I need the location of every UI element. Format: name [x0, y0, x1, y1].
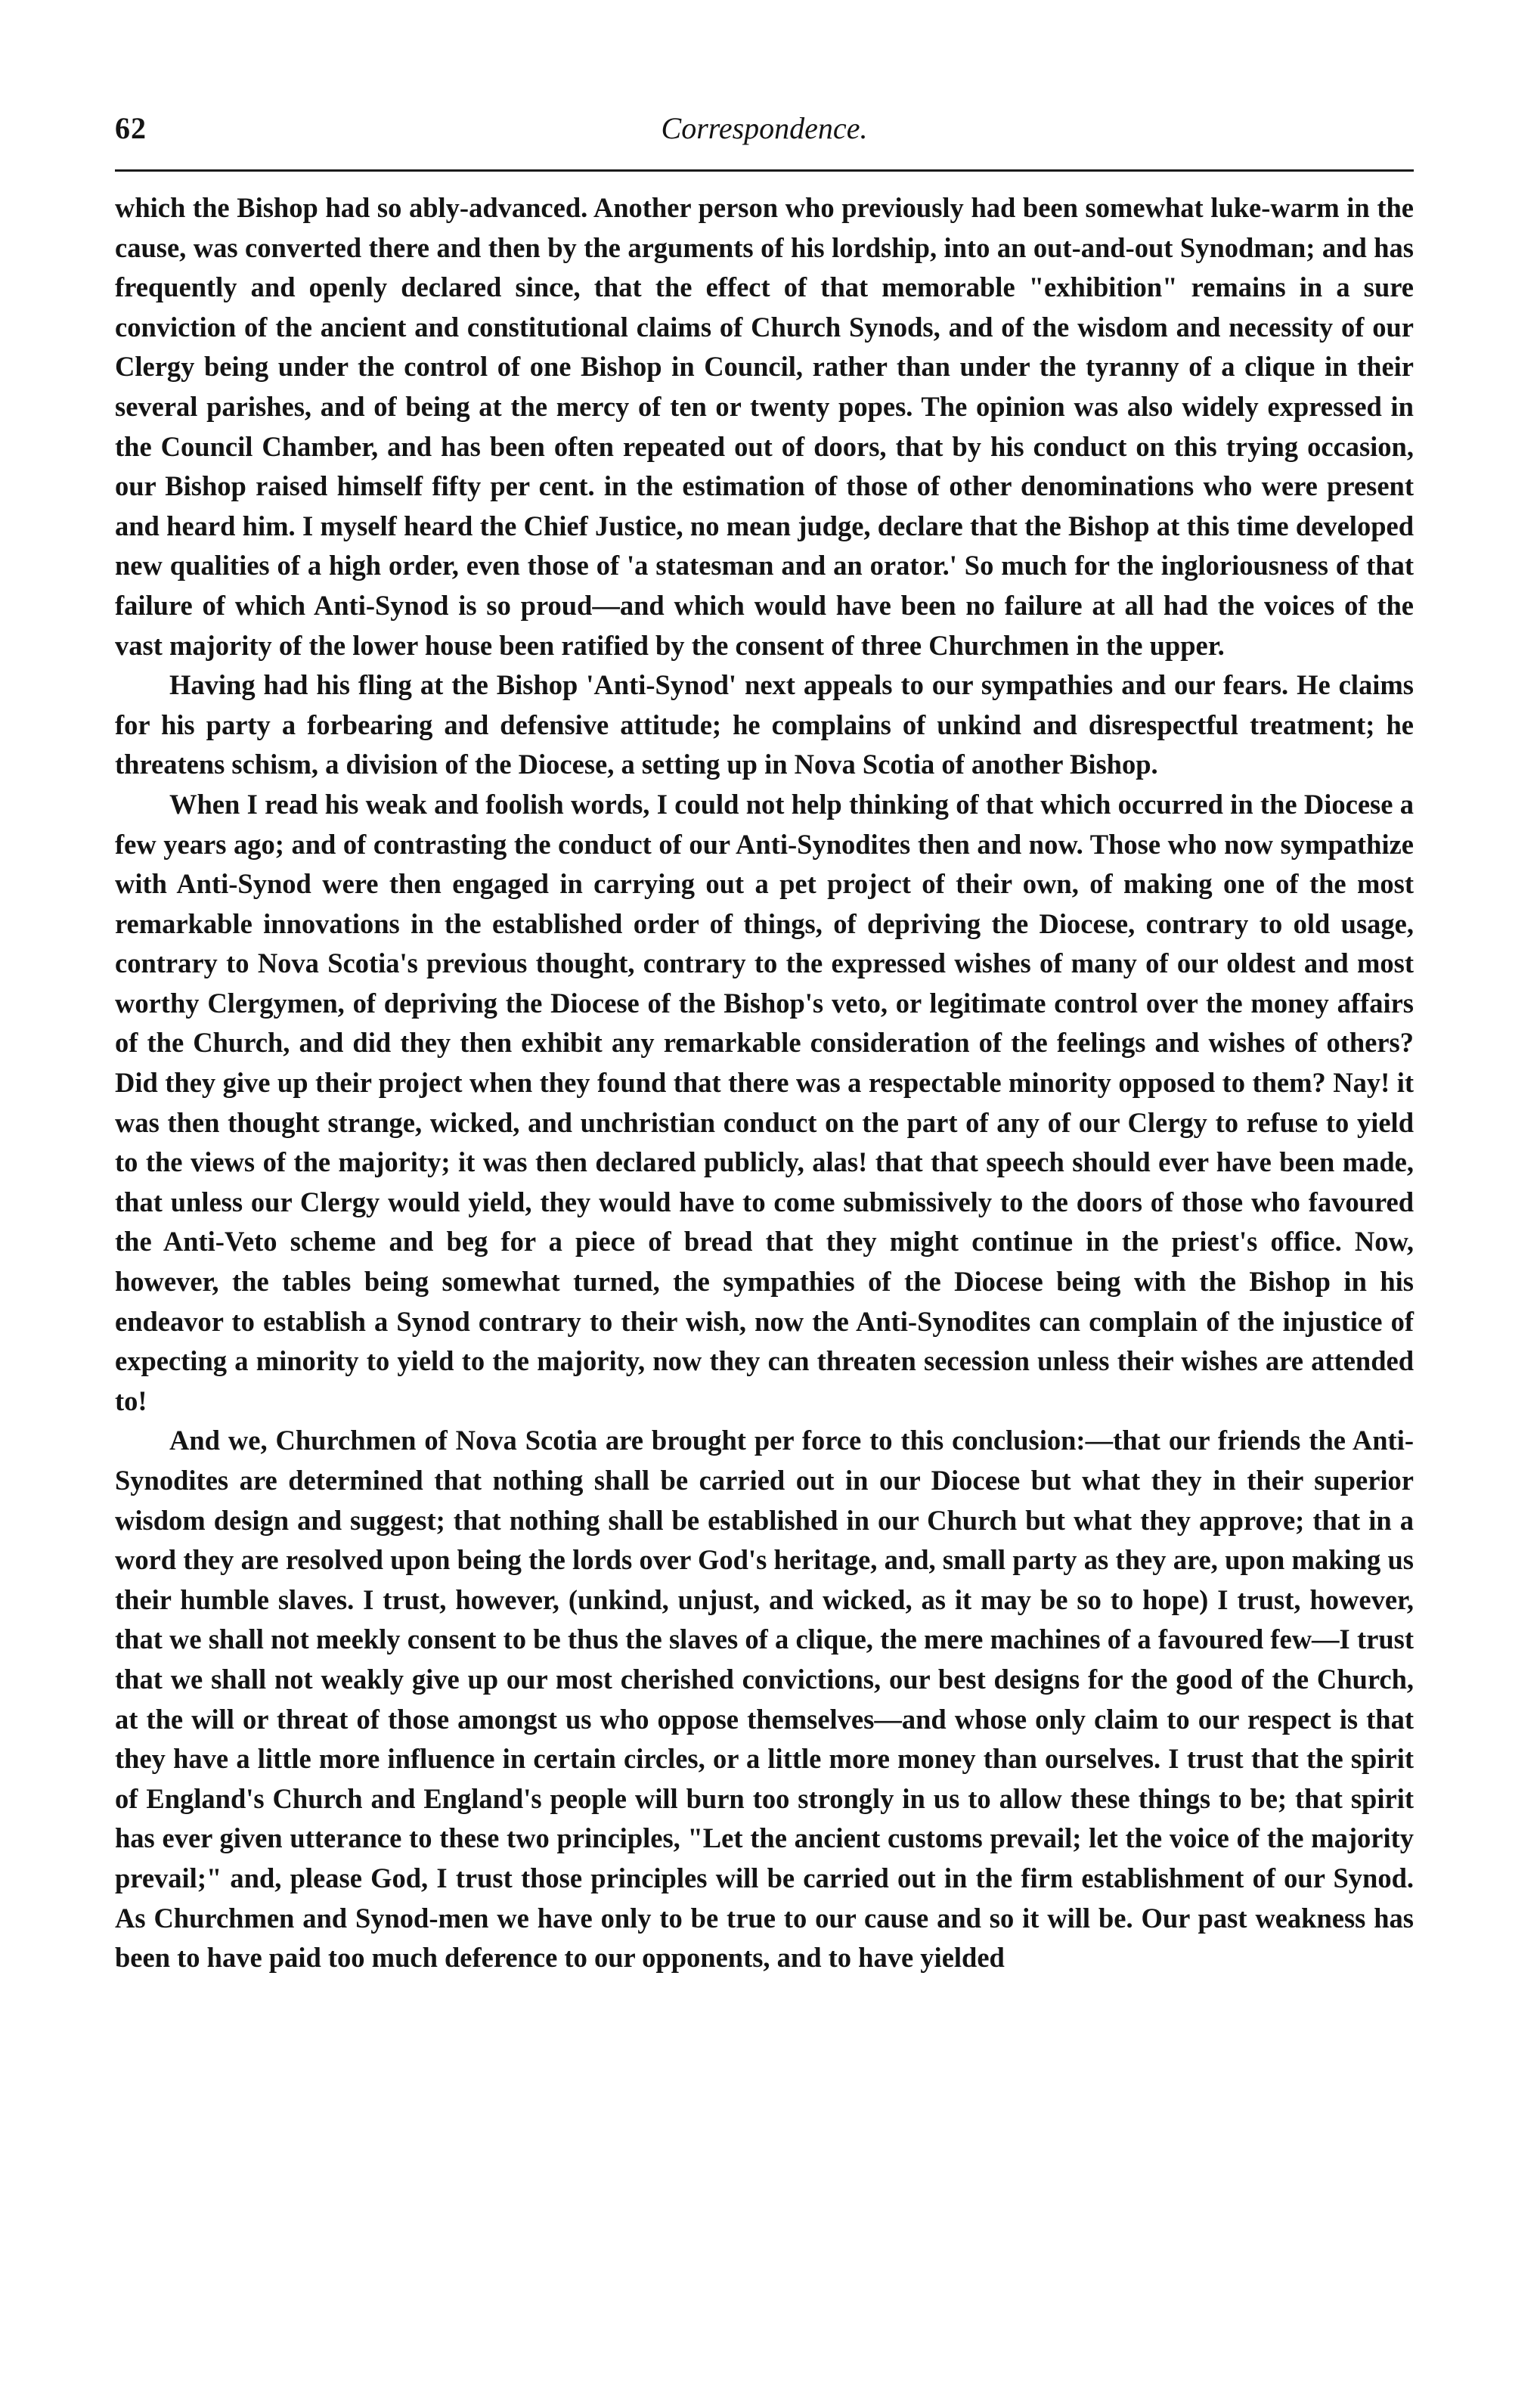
- paragraph-continuation: which the Bishop had so ably-advanced. Another person who previously had been somewhat luke-warm in the cause, was converted there and then by the arguments of his lordship, into an out-and-out Synodman; and has frequently and openly declared since, that the effect of that memorable "exhibition" remains in a sure conviction of the ancient and constitutional claims of Church Synods, and of the wisdom and necessity of our Clergy being under the control of one Bishop in Council, rather than under the tyranny of a clique in their several parishes, and of being at the mercy of ten or twenty popes. The opinion was also widely expressed in the Council Chamber, and has been often repeated out of doors, that by his conduct on this trying occasion, our Bishop raised himself fifty per cent. in the estimation of those of other denominations who were present and heard him. I myself heard the Chief Justice, no mean judge, declare that the Bishop at this time developed new qualities of a high order, even those of 'a statesman and an orator.' So much for the ingloriousness of that failure of which Anti-Synod is so proud—and which would have been no failure at all had the voices of the vast majority of the lower house been ratified by the consent of three Churchmen in the upper.: [115, 192, 1414, 661]
- paragraph-churchmen-conclusion: And we, Churchmen of Nova Scotia are brought per force to this conclusion:—that our friends the Anti-Synodites are determined that nothing shall be carried out in our Diocese but what they in their superior wisdom design and suggest; that nothing shall be established in our Church but what they approve; that in a word they are resolved upon being the lords over God's heritage, and, small party as they are, upon making us their humble slaves. I trust, however, (unkind, unjust, and wicked, as it may be so to hope) I trust, however, that we shall not meekly consent to be thus the slaves of a clique, the mere machines of a favoured few—I trust that we shall not weakly give up our most cherished convictions, our best designs for the good of the Church, at the will or threat of those amongst us who oppose themselves—and whose only claim to our respect is that they have a little more influence in certain circles, or a little more money than ourselves. I trust that the spirit of England's Church and England's people will burn too strongly in us to allow these things to be; that spirit has ever given utterance to these two principles, "Let the ancient customs prevail; let the voice of the majority prevail;" and, please God, I trust those principles will be carried out in the firm establishment of our Synod. As Churchmen and Synod-men we have only to be true to our cause and so it will be. Our past weakness has been to have paid too much deference to our opponents, and to have yielded: [115, 1425, 1414, 1974]
- paragraph-anti-synod-appeal: Having had his fling at the Bishop 'Anti-Synod' next appeals to our sympathies and our fears. He claims for his party a forbearing and defensive attitude; he complains of unkind and disrespectful treatment; he threatens schism, a division of the Diocese, a setting up in Nova Scotia of another Bishop.: [115, 669, 1414, 780]
- running-title: Correspondence.: [661, 111, 868, 145]
- header-rule: [115, 169, 1414, 172]
- document-page: [115, 106, 1414, 1978]
- page-header: [115, 106, 1414, 159]
- body-text: [115, 188, 1414, 1978]
- paragraph-weak-foolish-words: When I read his weak and foolish words, I could not help thinking of that which occurred in the Diocese a few years ago; and of contrasting the conduct of our Anti-Synodites then and now. Those who now sympathize with Anti-Synod were then engaged in carrying out a pet project of their own, of making one of the most remarkable innovations in the established order of things, of depriving the Diocese, contrary to old usage, contrary to Nova Scotia's previous thought, contrary to the expressed wishes of many of our oldest and most worthy Clergymen, of depriving the Diocese of the Bishop's veto, or legitimate control over the money affairs of the Church, and did they then exhibit any remarkable consideration of the feelings and wishes of others? Did they give up their project when they found that there was a respectable minority opposed to them? Nay! it was then thought strange, wicked, and unchristian conduct on the part of any of our Clergy to refuse to yield to the views of the majority; it was then declared publicly, alas! that that speech should ever have been made, that unless our Clergy would yield, they would have to come submissively to the doors of those who favoured the Anti-Veto scheme and beg for a piece of bread that they might continue in the priest's office. Now, however, the tables being somewhat turned, the sympathies of the Diocese being with the Bishop in his endeavor to establish a Synod contrary to their wish, now the Anti-Synodites can complain of the injustice of expecting a minority to yield to the majority, now they can threaten secession unless their wishes are attended to!: [115, 788, 1414, 1416]
- page-number: 62: [115, 111, 147, 145]
